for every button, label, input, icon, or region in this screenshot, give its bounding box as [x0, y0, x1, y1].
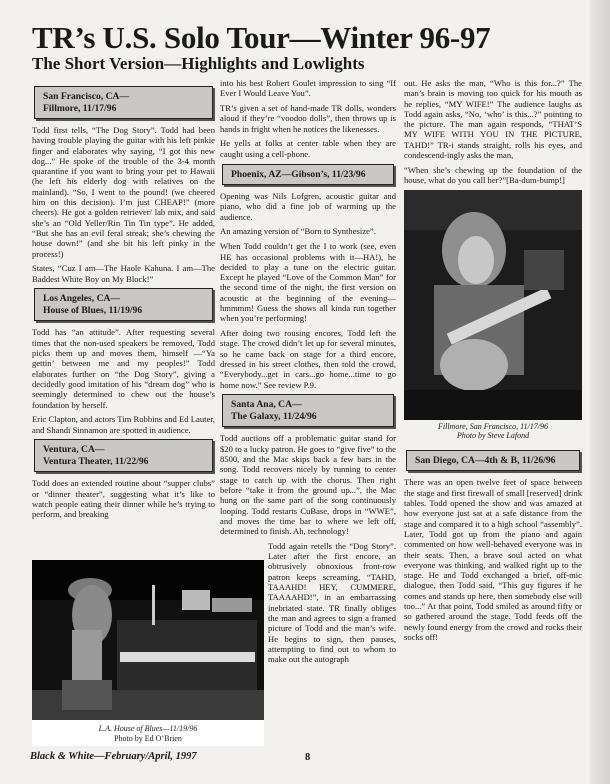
venue-header-line: Phoenix, AZ—Gibson’s, 11/23/96	[231, 168, 366, 180]
paragraph: States, “Cuz I am—The Haole Kahuna. I am—The Baddest White Boy on My Block!”	[32, 263, 215, 284]
venue-header-line: The Galaxy, 11/24/96	[231, 410, 317, 422]
page-title: TR’s U.S. Solo Tour—Winter 96-97	[32, 20, 491, 55]
column-1	[32, 82, 215, 524]
paragraph: “When she’s chewing up the foundation of the house, what do you call her?”[Ba-dum-bump!]	[404, 164, 582, 186]
caption-line: L.A. House of Blues—11/19/96	[98, 724, 198, 733]
publication-footer: Black & White—February/April, 1997	[30, 751, 197, 762]
paragraph: Eric Clapton, and actors Tim Robbins and Ed Lauter, and Shandi Sinnamon are spotted in audience.	[32, 414, 215, 435]
paragraph: Todd first tells, “The Dog Story”. Todd had been having trouble playing the guitar with his left pinkie finger and elaborates why saying, “I got this new dog...” He spoke of the trouble of the 3-4 month quarantine if you want to bring your pet to Hawaii (he left his elderly dog with relatives on the mainland). “So, I went to the pound! (we cheered him on this decision). I’m just CHEAP!” (more cheers). He got a golden retriever/ lab mix, and said she’s an “Old Yeller/Rin Tin Tin type”. He added, “But she has an evil feral streak; she’s chewing the house down!” (and she bit his left pinky in the process!)	[32, 125, 215, 259]
venue-header-phoenix	[222, 164, 394, 186]
paragraph: Todd again retells the “Dog Story”. Later after the first encore, an obtrusively obnoxious front-row patron keeps screaming, “TAHD, TAAAHD! HEY, CUMMERE, TAAAAHD!”, in an embarrassing inebriated state. TR finally obliges the man and agrees to sign a framed picture of Todd and the man’s wife. He begins to sign, then pauses, attempting to find out to whom to make out the autograph	[268, 540, 396, 665]
venue-header-line: Los Angeles, CA—	[43, 293, 121, 305]
photo-caption	[32, 724, 264, 743]
venue-header-line: San Diego, CA—4th & B, 11/26/96	[415, 454, 556, 466]
page-number: 8	[305, 752, 311, 763]
photo-caption	[404, 422, 582, 441]
paragraph: into his best Robert Goulet impression to sing “If Ever I Would Leave You”.	[220, 78, 396, 99]
venue-header-line: Santa Ana, CA—	[231, 399, 302, 411]
paragraph: Todd has “an attitude”. After requesting several times that the non-used speakers be removed, Todd picks them up and moves them, himself —“Ya gettin’ between me and my peoples!” Todd elaborates further on “the Dog Story”, giving a decidedly good imitation of his “dream dog” who is seemingly determined to chew out the house’s foundation by herself.	[32, 327, 215, 410]
guitarist-image	[404, 190, 582, 420]
venue-header-line: House of Blues, 11/19/96	[43, 304, 143, 316]
paragraph: He yells at folks at center table when they are caught using a cell-phone.	[220, 138, 396, 159]
venue-header-line: San Francisco, CA—	[43, 91, 130, 102]
page-subtitle: The Short Version—Highlights and Lowlights	[32, 54, 365, 73]
paragraph: An amazing version of “Born to Synthesize”.	[220, 226, 376, 237]
paragraph: Todd auctions off a problematic guitar stand for $20 to a lucky patron. He goes to “give five” to the 8500, and the Mac skips back a few bars in the song. Todd recovers nicely by running to center stage to catch up with the chorus. Then right before “take it from the ground up...”, the Mac hung on the same part of the song continuously looping. Todd restarts CuBase, drops in “WWE”, and moves the time bar to where we left off, determined to finish. Ah, technology!	[220, 433, 396, 537]
venue-header-line: Ventura, CA—	[43, 444, 105, 456]
photo-fillmore	[404, 190, 582, 441]
caption-line: Photo by Ed O’Brien	[114, 733, 182, 743]
paragraph: TR’s given a set of hand-made TR dolls, wonders aloud if they’re “voodoo dolls”, then throws up is hands in fright when he notices the likenesses.	[220, 103, 396, 134]
paragraph: There was an open twelve feet of space between the stage and first firewall of small [reserved] drink tables. Todd opened the show and was amazed at how everyone just sat at a safe distance from the stage and compared it to a high school “assembly”. Later, Todd got up from the piano and again commented on how well-behaved everyone was in their seats. Then, a brave soul acted on what everyone was thinking, and walked right up to the stage. He and Todd exchanged a brief, off-mic dialogue, then Todd said, “This guy figures if he comes and stands up here, then somebody else will too...” At that point, Todd smiled as around fifty or so gathered around the stage. Todd feeds off the newly found energy from the crowd and rocks their socks off!	[404, 477, 582, 642]
venue-header-ventura	[34, 439, 213, 472]
paragraph: When Todd couldn’t get the I to work (see, even HE has occasional problems with it—HA!), he decided to play a tune on the electric guitar. Except he played “Love of the Common Man” for the second time of the night, the first version on acoustic at the beginning of the evening—hmmmm! Guess the shows all kinda run together when you’re performing!	[220, 241, 396, 324]
paragraph: out. He asks the man, “Who is this for...?” The man’s brain is moving too quick for his mouth as he replies, “MY WIFE!” The audience laughs as Todd again asks, “No, ‘who’ is this...?” pointing to the picture. The man again responds, “THAT’S MY WIFE WITH YOU IN THE PICTURE, TAHD!” TR-i stands straight, rolls his eyes, and condescend-ingly asks the man,	[404, 78, 582, 161]
venue-header-santa-ana	[222, 394, 394, 427]
venue-header-san-diego	[406, 450, 580, 472]
venue-header-san-francisco	[34, 86, 213, 119]
venue-header-los-angeles	[34, 288, 213, 321]
venue-header-line: Ventura Theater, 11/22/96	[43, 455, 149, 467]
paragraph: Todd does an extended routine about “supper clubs” or “dinner theater”, suggesting what it’s like to watch people eating their dinner while he’s trying to perform, and breaking	[32, 478, 215, 520]
caption-line: Photo by Steve Lafond	[456, 431, 530, 441]
caption-line: Fillmore, San Francisco, 11/17/96	[438, 421, 548, 431]
column-2	[220, 78, 396, 669]
paragraph: Opening was Nils Lofgren, acoustic guitar and piano, who did a fine job of warming up the audience.	[220, 191, 396, 222]
venue-header-line: Fillmore, 11/17/96	[43, 102, 117, 114]
paragraph: After doing two rousing encores, Todd left the stage. The crowd didn’t let up for several minutes, so he came back on stage for a third encore, dressed in his street clothes, then told the crowd, “Everybody...get in cars...go home...time to go home now.” See review P.9.	[220, 328, 396, 390]
page-edge-shadow	[590, 0, 610, 784]
column-3	[404, 78, 582, 647]
